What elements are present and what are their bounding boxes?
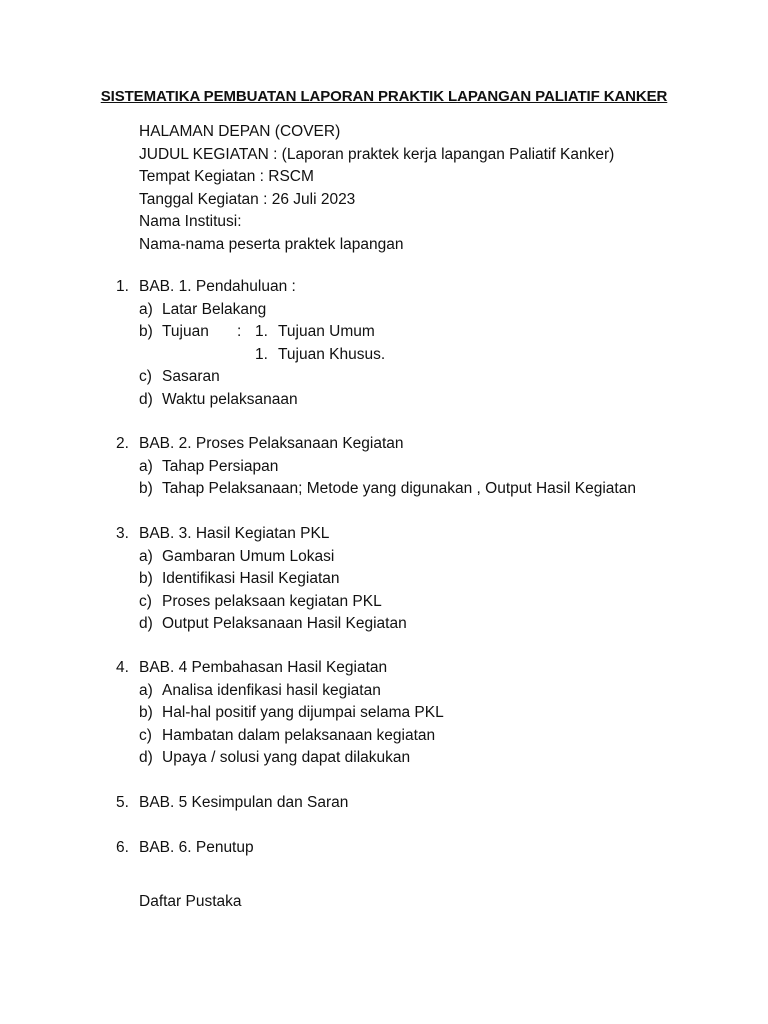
list-item-text: Sasaran xyxy=(162,368,220,385)
list-item-text: Tujuan xyxy=(162,323,209,340)
document-title: SISTEMATIKA PEMBUATAN LAPORAN PRAKTIK LAPANGAN PALIATIF KANKER xyxy=(100,88,668,105)
list-letter: b) xyxy=(139,323,153,340)
daftar-pustaka: Daftar Pustaka xyxy=(139,893,242,910)
cover-line: Tanggal Kegiatan : 26 Juli 2023 xyxy=(139,190,356,208)
list-letter: d) xyxy=(139,390,153,408)
list-letter: d) xyxy=(139,749,153,766)
list-item-text: Tahap Pelaksanaan; Metode yang digunakan , Output Hasil Kegiatan xyxy=(162,480,636,497)
bab5-heading: BAB. 5 Kesimpulan dan Saran xyxy=(139,794,349,811)
colon: : xyxy=(237,323,242,340)
list-number: 5. xyxy=(116,794,129,811)
sub-list-text: Tujuan Khusus. xyxy=(278,345,386,363)
list-item-text: Identifikasi Hasil Kegiatan xyxy=(162,570,340,587)
bab4-heading: BAB. 4 Pembahasan Hasil Kegiatan xyxy=(139,659,388,676)
list-letter: c) xyxy=(139,368,152,385)
cover-line: Nama-nama peserta praktek lapangan xyxy=(139,235,404,253)
list-item-text: Gambaran Umum Lokasi xyxy=(162,547,335,565)
list-number: 2. xyxy=(116,435,129,452)
list-letter: b) xyxy=(139,480,153,497)
cover-line: Nama Institusi: xyxy=(139,213,242,230)
list-number: 3. xyxy=(116,525,129,542)
list-item-text: Hambatan dalam pelaksanaan kegiatan xyxy=(162,726,436,744)
list-item-text: Tahap Persiapan xyxy=(162,457,279,475)
list-item-text: Proses pelaksaan kegiatan PKL xyxy=(162,592,382,610)
list-letter: a) xyxy=(139,300,153,318)
list-item-text: Waktu pelaksanaan xyxy=(162,390,298,408)
cover-line: JUDUL KEGIATAN : (Laporan praktek kerja lapangan Paliatif Kanker) xyxy=(139,145,615,163)
list-item-text: Output Pelaksanaan Hasil Kegiatan xyxy=(162,615,407,632)
list-letter: b) xyxy=(139,704,153,721)
list-number: 6. xyxy=(116,839,129,856)
sub-list-number: 1. xyxy=(255,345,268,363)
list-number: 4. xyxy=(116,659,129,676)
list-item-text: Analisa idenfikasi hasil kegiatan xyxy=(162,681,381,699)
sub-list-number: 1. xyxy=(255,323,268,340)
list-item-text: Hal-hal positif yang dijumpai selama PKL xyxy=(162,704,444,721)
bab2-heading: BAB. 2. Proses Pelaksanaan Kegiatan xyxy=(139,435,404,452)
list-letter: c) xyxy=(139,726,152,744)
list-letter: a) xyxy=(139,681,153,699)
list-letter: a) xyxy=(139,547,153,565)
cover-line: Tempat Kegiatan : RSCM xyxy=(139,168,314,185)
bab3-heading: BAB. 3. Hasil Kegiatan PKL xyxy=(139,525,330,542)
list-letter: c) xyxy=(139,592,152,610)
sub-list-text: Tujuan Umum xyxy=(278,323,375,340)
list-item-text: Latar Belakang xyxy=(162,300,267,318)
cover-section xyxy=(139,121,614,256)
list-letter: b) xyxy=(139,570,153,587)
bab1-heading: BAB. 1. Pendahuluan : xyxy=(139,278,296,295)
list-letter: a) xyxy=(139,457,153,475)
bab6-heading: BAB. 6. Penutup xyxy=(139,839,254,856)
cover-line: HALAMAN DEPAN (COVER) xyxy=(139,123,341,140)
list-letter: d) xyxy=(139,615,153,632)
list-item-text: Upaya / solusi yang dapat dilakukan xyxy=(162,749,411,766)
list-number: 1. xyxy=(116,278,129,295)
